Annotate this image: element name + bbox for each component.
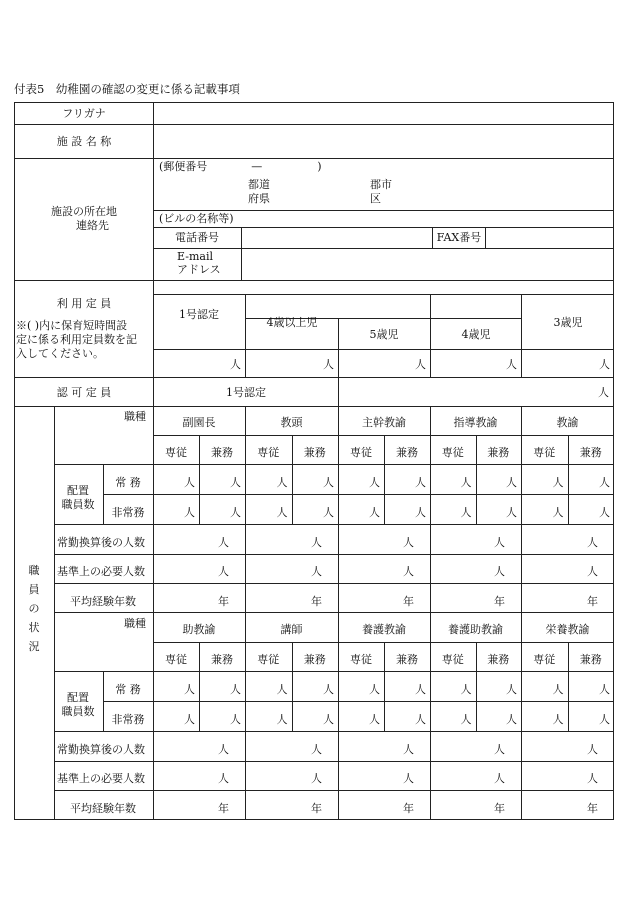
placement-unit[interactable]: 人 [184,713,195,726]
concurrent-header: 兼務 [487,446,510,459]
concurrent-header: 兼務 [396,653,418,666]
placement-unit[interactable]: 人 [230,476,241,489]
placement-unit[interactable]: 人 [230,713,241,726]
fte-label-unit[interactable]: 人 [403,536,414,549]
placement-unit[interactable]: 人 [552,506,564,519]
full-time-header: 専従 [350,653,372,666]
concurrent-header: 兼務 [579,446,602,459]
concurrent-header: 兼務 [487,653,510,666]
prefecture-label-top: 都道 [248,178,270,191]
fte-label-unit[interactable]: 人 [494,743,505,756]
placement-unit[interactable]: 人 [230,683,241,696]
phone-input[interactable] [243,229,431,247]
role-a-1: 副園長 [182,416,216,429]
fte-label-unit[interactable]: 人 [218,743,229,756]
required-label-unit[interactable]: 人 [403,565,414,578]
facility-name-input[interactable] [155,126,612,157]
role-a-4: 指導教諭 [453,416,498,429]
placement-unit[interactable]: 人 [506,506,517,519]
kindergarten-change-form [14,102,614,820]
age5-header: 5歳児 [369,328,399,341]
address-label: 施設の所在地 [51,205,117,218]
role-b-5: 栄養教諭 [545,623,590,636]
avg-years-label-b: 平均経験年数 [70,802,136,815]
avg-years-label-unit[interactable]: 年 [218,802,229,815]
placement-unit[interactable]: 人 [506,713,517,726]
placement-unit[interactable]: 人 [276,713,288,726]
approved-type1-label: 1号認定 [226,386,266,399]
concurrent-header: 兼務 [303,653,326,666]
full-time-header: 専従 [441,446,464,459]
fte-label-unit[interactable]: 人 [587,743,598,756]
full-time-header: 専従 [533,653,556,666]
placement-unit[interactable]: 人 [323,506,334,519]
staff-section-char-1: 職 [28,564,40,577]
required-label-unit[interactable]: 人 [218,772,229,785]
placement-unit[interactable]: 人 [276,476,288,489]
fte-label-b: 常勤換算後の人数 [57,743,145,756]
full-time-header: 専従 [165,446,187,459]
age3-header: 3歳児 [553,316,583,329]
staff-section-char-3: の [28,602,40,615]
email-input[interactable] [243,250,612,279]
phone-label: 電話番号 [175,231,219,244]
nonregular-label-a: 非常務 [111,506,145,519]
placement-unit[interactable]: 人 [506,683,517,696]
placement-unit[interactable]: 人 [552,683,564,696]
placement-unit[interactable]: 人 [460,683,472,696]
avg-years-label-a: 平均経験年数 [70,595,136,608]
placement-unit[interactable]: 人 [184,506,195,519]
staff-section-char-4: 状 [28,621,40,634]
placement-unit[interactable]: 人 [599,506,610,519]
capacity-unit-1[interactable]: 人 [230,358,241,371]
furigana-label: フリガナ [62,107,106,120]
occupation-header-a: 職種 [124,410,146,423]
fte-label-unit[interactable]: 人 [403,743,414,756]
required-label-a: 基準上の必要人数 [57,565,145,578]
placement-unit[interactable]: 人 [599,713,610,726]
capacity-unit-2[interactable]: 人 [323,358,334,371]
city-label-bottom: 区 [370,192,381,205]
placement-unit[interactable]: 人 [184,683,195,696]
concurrent-header: 兼務 [303,446,326,459]
capacity-unit-3[interactable]: 人 [415,358,426,371]
role-a-2: 教頭 [280,416,303,429]
approved-capacity-label: 認 可 定 員 [56,386,112,399]
approved-unit: 人 [598,386,609,399]
placement-unit[interactable]: 人 [415,506,426,519]
fte-label-unit[interactable]: 人 [311,743,322,756]
capacity-unit-5[interactable]: 人 [599,358,610,371]
placement-unit[interactable]: 人 [230,506,241,519]
placement-unit[interactable]: 人 [323,683,334,696]
concurrent-header: 兼務 [211,446,233,459]
fte-label-unit[interactable]: 人 [494,536,505,549]
avg-years-label-unit[interactable]: 年 [587,802,598,815]
age4-header: 4歳児 [461,328,491,341]
form-caption: 付表5 幼稚園の確認の変更に係る記載事項 [14,82,240,96]
staff-section-char-2: 員 [28,583,40,596]
placement-unit[interactable]: 人 [506,476,517,489]
contact-label: 連絡先 [76,219,109,232]
required-label-unit[interactable]: 人 [494,565,505,578]
role-a-3: 主幹教諭 [362,416,406,429]
required-label-b: 基準上の必要人数 [57,772,145,785]
email-label-line2: アドレス [177,263,221,276]
placement-unit[interactable]: 人 [276,506,288,519]
full-time-header: 専従 [257,653,280,666]
fax-input[interactable] [487,229,612,247]
staff-section-char-5: 況 [28,640,40,653]
full-time-header: 専従 [350,446,372,459]
required-label-unit[interactable]: 人 [311,772,322,785]
placement-unit[interactable]: 人 [415,683,426,696]
placement-label2-b: 職員数 [61,705,95,718]
placement-unit[interactable]: 人 [415,476,426,489]
placement-unit[interactable]: 人 [369,506,380,519]
capacity-title: 利 用 定 員 [56,297,112,310]
capacity-unit-4[interactable]: 人 [506,358,517,371]
fte-label-unit[interactable]: 人 [311,536,322,549]
fte-label-unit[interactable]: 人 [587,536,598,549]
regular-label-a: 常 務 [115,476,141,489]
placement-unit[interactable]: 人 [599,476,610,489]
placement-unit[interactable]: 人 [599,683,610,696]
full-time-header: 専従 [165,653,187,666]
avg-years-label-unit[interactable]: 年 [494,802,505,815]
placement-label-b: 配置 [67,691,89,704]
full-time-header: 専従 [441,653,464,666]
concurrent-header: 兼務 [211,653,233,666]
placement-unit[interactable]: 人 [369,476,380,489]
full-time-header: 専従 [533,446,556,459]
role-a-5: 教諭 [556,416,579,429]
placement-unit[interactable]: 人 [184,476,195,489]
placement-unit[interactable]: 人 [369,683,380,696]
postal-code-field[interactable]: (郵便番号 — ) [159,160,322,173]
building-name-field[interactable]: (ビルの名称等) [159,212,234,225]
capacity-note-line1: ※( )内に保育短時間設 [16,319,128,332]
role-b-3: 養護教諭 [362,623,406,636]
full-time-header: 専従 [257,446,280,459]
placement-unit[interactable]: 人 [460,476,472,489]
role-b-1: 助教諭 [182,623,216,636]
required-label-unit[interactable]: 人 [218,565,229,578]
avg-years-label-unit[interactable]: 年 [403,802,414,815]
placement-label-a: 配置 [67,484,89,497]
regular-label-b: 常 務 [115,683,141,696]
email-label-line1: E-mail [177,250,213,263]
placement-unit[interactable]: 人 [369,713,380,726]
nonregular-label-b: 非常務 [111,713,145,726]
capacity-note-line3: 入してください。 [16,347,104,360]
capacity-type1-header: 1号認定 [179,308,219,321]
furigana-input[interactable] [155,104,612,123]
age4plus-header: 4歳以上児 [266,316,318,329]
avg-years-label-unit[interactable]: 年 [311,595,322,608]
placement-label2-a: 職員数 [61,498,95,511]
placement-unit[interactable]: 人 [552,713,564,726]
placement-unit[interactable]: 人 [323,476,334,489]
role-b-4: 養護助教諭 [448,623,503,636]
concurrent-header: 兼務 [396,446,418,459]
avg-years-label-unit[interactable]: 年 [587,595,598,608]
required-label-unit[interactable]: 人 [494,772,505,785]
city-label-top: 郡市 [370,178,392,191]
avg-years-label-unit[interactable]: 年 [403,595,414,608]
occupation-header-b: 職種 [124,617,146,630]
placement-unit[interactable]: 人 [276,683,288,696]
concurrent-header: 兼務 [579,653,602,666]
placement-unit[interactable]: 人 [460,506,472,519]
avg-years-label-unit[interactable]: 年 [494,595,505,608]
fte-label-unit[interactable]: 人 [218,536,229,549]
required-label-unit[interactable]: 人 [587,772,598,785]
placement-unit[interactable]: 人 [460,713,472,726]
required-label-unit[interactable]: 人 [311,565,322,578]
fte-label-a: 常勤換算後の人数 [57,536,145,549]
placement-unit[interactable]: 人 [552,476,564,489]
role-b-2: 講師 [280,623,303,636]
capacity-note-line2: 定に係る利用定員数を記 [16,333,137,346]
placement-unit[interactable]: 人 [415,713,426,726]
required-label-unit[interactable]: 人 [587,565,598,578]
avg-years-label-unit[interactable]: 年 [311,802,322,815]
placement-unit[interactable]: 人 [323,713,334,726]
avg-years-label-unit[interactable]: 年 [218,595,229,608]
fax-label: FAX番号 [436,231,482,244]
facility-name-label: 施 設 名 称 [56,135,112,148]
required-label-unit[interactable]: 人 [403,772,414,785]
prefecture-label-bottom: 府県 [248,192,270,205]
